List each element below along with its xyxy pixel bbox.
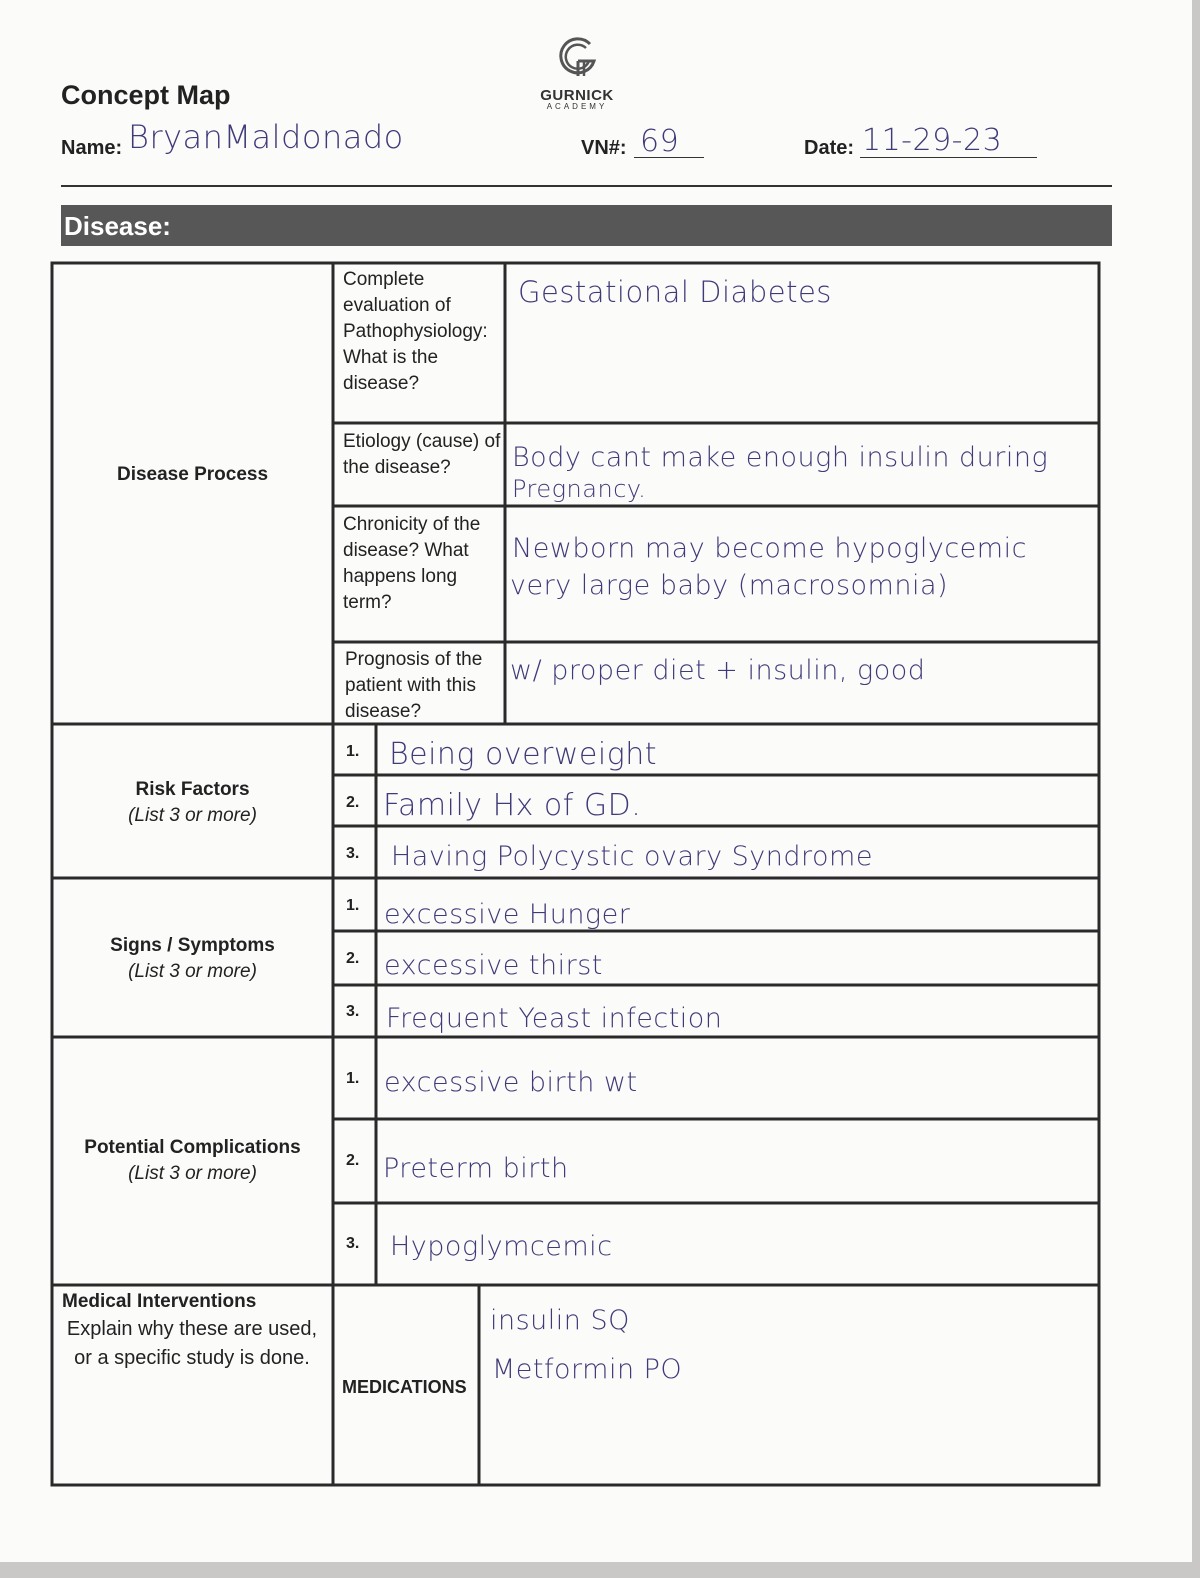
disease-process-label: Disease Process [116,464,269,485]
risk-factor-2[interactable]: Family Hx of GD. [383,788,642,823]
vn-value[interactable]: 69 [640,124,680,159]
risk-factor-3[interactable]: Having Polycystic ovary Syndrome [391,841,873,872]
name-label: Name: [61,137,123,159]
chronicity-answer-line-1[interactable]: Newborn may become hypoglycemic [512,533,1027,564]
pathophysiology-answer[interactable]: Gestational Diabetes [518,275,832,309]
risk-factor-number: 2. [346,794,360,811]
symptom-number: 2. [346,950,360,967]
etiology-question: Etiology (cause) of the disease? [343,431,501,478]
risk-factor-number: 1. [346,743,360,760]
etiology-answer-line-2[interactable]: Pregnancy. [512,475,647,503]
interventions-label: Medical Interventions [62,1291,257,1312]
prognosis-answer[interactable]: w/ proper diet + insulin, good [510,655,926,686]
symptom-1[interactable]: excessive Hunger [384,899,631,930]
logo-subtitle: ACADEMY [546,102,608,111]
complication-number: 1. [346,1070,360,1087]
page-title: Concept Map [61,80,231,110]
risk-factors-label: Risk Factors (List 3 or more) [128,779,257,826]
complication-2[interactable]: Preterm birth [383,1153,569,1184]
date-value[interactable]: 11-29-23 [862,123,1003,158]
date-label: Date: [804,137,855,159]
chronicity-answer-line-2[interactable]: very large baby (macrosomnia) [510,570,949,601]
symptom-number: 3. [346,1003,360,1020]
medication-2[interactable]: Metformin PO [492,1354,683,1385]
disease-banner-label: Disease: [64,211,171,241]
disease-banner [61,205,1112,246]
medications-label: MEDICATIONS [342,1377,467,1397]
complication-3[interactable]: Hypoglymcemic [390,1231,613,1262]
vn-label: VN#: [581,137,627,159]
complication-1[interactable]: excessive birth wt [384,1067,638,1098]
signs-symptoms-label: Signs / Symptoms (List 3 or more) [110,935,275,982]
logo-name: GURNICK [540,87,614,104]
chronicity-question: Chronicity of the disease? What happens long term? [343,514,481,613]
medication-1[interactable]: insulin SQ [490,1305,630,1336]
risk-factor-number: 3. [346,845,360,862]
prognosis-question: Prognosis of the patient with this disease? [345,649,483,722]
complication-number: 3. [346,1235,360,1252]
symptom-2[interactable]: excessive thirst [384,950,603,981]
header-divider [61,185,1112,187]
complication-number: 2. [346,1152,360,1169]
interventions-description: Explain why these are used, or a specific study is done. [66,1318,318,1369]
complications-label: Potential Complications (List 3 or more) [84,1137,301,1184]
name-value[interactable]: BryanMaldonado [128,118,404,156]
symptom-3[interactable]: Frequent Yeast infection [386,1003,723,1034]
pathophysiology-question: Complete evaluation of Pathophysiology: What is the disease? [343,269,488,394]
gurnick-logo [534,34,620,111]
risk-factor-1[interactable]: Being overweight [389,737,657,772]
symptom-number: 1. [346,897,360,914]
gurnick-g-icon [554,34,600,80]
etiology-answer-line-1[interactable]: Body cant make enough insulin during [512,442,1049,473]
